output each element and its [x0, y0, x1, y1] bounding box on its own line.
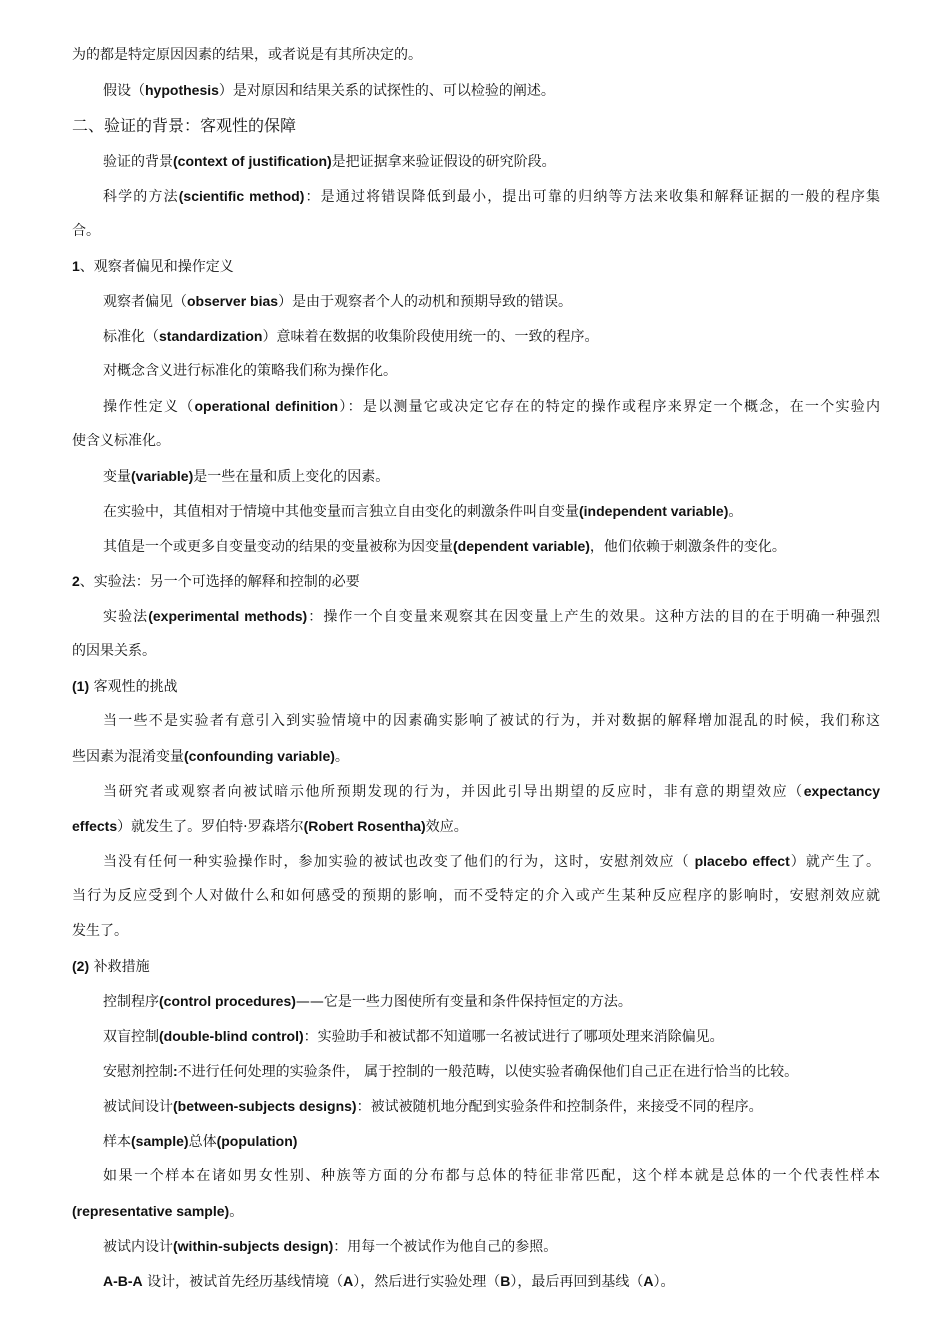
text-line: [72, 564, 880, 599]
text-segment: 客观性的挑战: [89, 679, 178, 695]
text-segment: ——它是一些力图使所有变量和条件保持恒定的方法。: [295, 994, 632, 1010]
text-segment: ）意味着在数据的收集阶段使用统一的、一致的程序。: [262, 329, 599, 345]
text-line: [72, 774, 880, 809]
text-line: [72, 809, 880, 844]
bold-term: (between-subjects designs): [173, 1098, 357, 1114]
text-line: [72, 599, 880, 634]
text-segment: 当一些不是实验者有意引入到实验情境中的因素确实影响了被试的行为，并对数据的解释增加混乱的时候，我们称这: [103, 713, 880, 729]
text-segment: 样本: [103, 1134, 131, 1150]
text-segment: 。: [229, 1204, 244, 1220]
text-segment: 些因素为混淆变量: [72, 749, 184, 765]
text-line: [72, 38, 880, 73]
text-line: [72, 529, 880, 564]
bold-term: effects: [72, 818, 118, 834]
bold-term: (2): [72, 958, 90, 974]
bold-term: observer bias: [187, 293, 279, 309]
text-line: [72, 984, 880, 1019]
text-segment: 当没有任何一种实验操作时，参加实验的被试也改变了他们的行为，这时，安慰剂效应（: [103, 854, 690, 870]
text-segment: 安慰剂控制: [103, 1064, 173, 1080]
text-segment: 被试内设计: [103, 1239, 173, 1255]
text-line: [72, 634, 880, 669]
bold-term: B: [500, 1273, 511, 1289]
text-segment: ：用每一个被试作为他自己的参照。: [333, 1239, 558, 1255]
text-segment: 合。: [72, 223, 100, 239]
text-segment: 是把证据拿来验证假设的研究阶段。: [331, 154, 556, 170]
bold-term: A: [343, 1273, 354, 1289]
bold-term: (variable): [131, 468, 194, 484]
text-segment: ：被试被随机地分配到实验条件和控制条件，来接受不同的程序。: [356, 1099, 763, 1115]
text-line: [72, 704, 880, 739]
text-line: [72, 1194, 880, 1229]
text-segment: 效应。: [425, 819, 468, 835]
text-segment: ：实验助手和被试都不知道哪一名被试进行了哪项处理来消除偏见。: [303, 1029, 724, 1045]
text-segment: 操作性定义（: [103, 399, 195, 415]
text-segment: 对概念含义进行标准化的策略我们称为操作化。: [103, 363, 397, 379]
bold-term: (confounding variable): [184, 748, 335, 764]
text-line: [72, 1264, 880, 1299]
text-line: [72, 844, 880, 879]
bold-term: (population): [216, 1133, 298, 1149]
text-segment: ）就产生了。: [789, 854, 880, 870]
bold-term: (dependent variable): [453, 538, 590, 554]
bold-term: (independent variable): [579, 503, 729, 519]
bold-term: A: [643, 1273, 654, 1289]
text-segment: 其值是一个或更多自变量变动的结果的变量被称为因变量: [103, 539, 453, 555]
text-segment: ），最后再回到基线（: [510, 1274, 644, 1290]
text-line: [72, 879, 880, 914]
text-segment: 在实验中，其值相对于情境中其他变量而言独立自由变化的刺激条件叫自变量: [103, 504, 579, 520]
text-segment: 二、验证的背景：客观性的保障: [72, 116, 297, 135]
bold-term: (Robert Rosentha): [303, 818, 426, 834]
text-line: [72, 1229, 880, 1264]
text-segment: 总体: [188, 1134, 217, 1150]
text-line: [72, 949, 880, 984]
text-segment: ）：是以测量它或决定它存在的特定的操作或程序来界定一个概念，在一个实验内: [338, 399, 880, 415]
text-segment: ：操作一个自变量来观察其在因变量上产生的效果。这种方法的目的在于明确一种强烈: [307, 609, 880, 625]
text-line: [72, 214, 880, 249]
bold-term: (1): [72, 678, 90, 694]
text-segment: 补救措施: [89, 959, 150, 975]
text-segment: ，他们依赖于刺激条件的变化。: [589, 539, 786, 555]
text-segment: ）就发生了。罗伯特·罗森塔尔: [117, 819, 304, 835]
bold-term: expectancy: [803, 783, 880, 799]
text-line: [72, 73, 880, 108]
text-segment: ）是由于观察者个人的动机和预期导致的错误。: [278, 294, 573, 310]
text-segment: 为的都是特定原因因素的结果，或者说是有其所决定的。: [72, 47, 422, 63]
text-segment: 实验法: [103, 609, 149, 625]
bold-term: 1: [72, 258, 80, 274]
text-segment: 假设（: [103, 83, 145, 99]
bold-term: (within-subjects design): [173, 1238, 334, 1254]
text-segment: 使含义标准化。: [72, 433, 170, 449]
text-line: [72, 1019, 880, 1054]
text-line: [72, 1089, 880, 1124]
text-segment: 变量: [103, 469, 131, 485]
text-segment: 的因果关系。: [72, 643, 156, 659]
text-segment: 科学的方法: [103, 189, 179, 205]
bold-term: (sample): [131, 1133, 189, 1149]
text-line: [72, 179, 880, 214]
text-line: [72, 389, 880, 424]
text-segment: 、实验法：另一个可选择的解释和控制的必要: [79, 574, 360, 590]
text-segment: 是一些在量和质上变化的因素。: [193, 469, 390, 485]
text-line: [72, 144, 880, 179]
bold-term: hypothesis: [145, 82, 219, 98]
text-segment: 。: [728, 504, 743, 520]
text-line: [72, 319, 880, 354]
text-segment: 当研究者或观察者向被试暗示他所预期发现的行为，并因此引导出期望的反应时，非有意的期望效应（: [103, 784, 804, 800]
text-line: [72, 459, 880, 494]
text-line: [72, 424, 880, 459]
bold-term: (context of justification): [173, 153, 332, 169]
text-line: [72, 494, 880, 529]
bold-term: placebo effect: [689, 853, 790, 869]
bold-term: (scientific method): [178, 188, 305, 204]
text-segment: 验证的背景: [103, 154, 173, 170]
text-segment: 当行为反应受到个人对做什么和如何感受的预期的影响，而不受特定的介入或产生某种反应程序的影响时，安慰剂效应就: [72, 888, 880, 904]
text-segment: 双盲控制: [103, 1029, 159, 1045]
text-segment: 控制程序: [103, 994, 159, 1010]
document-page: [72, 38, 880, 1299]
text-line: [72, 354, 880, 389]
section-heading: [72, 108, 880, 144]
text-line: [72, 1054, 880, 1089]
bold-term: standardization: [159, 328, 263, 344]
text-segment: ：是通过将错误降低到最小，提出可靠的归纳等方法来收集和解释证据的一般的程序集: [304, 189, 880, 205]
text-segment: 被试间设计: [103, 1099, 173, 1115]
bold-term: A-B-A: [103, 1273, 143, 1289]
text-line: [72, 914, 880, 949]
text-segment: 发生了。: [72, 923, 128, 939]
bold-term: operational definition: [194, 398, 339, 414]
text-segment: 观察者偏见（: [103, 294, 187, 310]
bold-term: (double-blind control): [159, 1028, 304, 1044]
text-line: [72, 1124, 880, 1159]
text-line: [72, 739, 880, 774]
bold-term: :: [173, 1063, 178, 1079]
text-segment: 、观察者偏见和操作定义: [79, 259, 234, 275]
text-line: [72, 1159, 880, 1194]
text-segment: 。: [334, 749, 349, 765]
text-line: [72, 249, 880, 284]
text-segment: 设计，被试首先经历基线情境（: [142, 1274, 344, 1290]
text-segment: ）是对原因和结果关系的试探性的、可以检验的阐述。: [218, 83, 555, 99]
text-line: [72, 284, 880, 319]
text-segment: 不进行任何处理的实验条件， 属于控制的一般范畴，以使实验者确保他们自己正在进行恰当的比较。: [177, 1064, 799, 1080]
text-segment: 标准化（: [103, 329, 159, 345]
bold-term: 2: [72, 573, 80, 589]
bold-term: (representative sample): [72, 1203, 230, 1219]
text-segment: ），然后进行实验处理（: [353, 1274, 501, 1290]
text-segment: ）。: [653, 1274, 675, 1290]
bold-term: (experimental methods): [148, 608, 308, 624]
text-line: [72, 669, 880, 704]
bold-term: (control procedures): [159, 993, 296, 1009]
text-segment: 如果一个样本在诸如男女性别、种族等方面的分布都与总体的特征非常匹配，这个样本就是总体的一个代表性样本: [103, 1168, 880, 1184]
